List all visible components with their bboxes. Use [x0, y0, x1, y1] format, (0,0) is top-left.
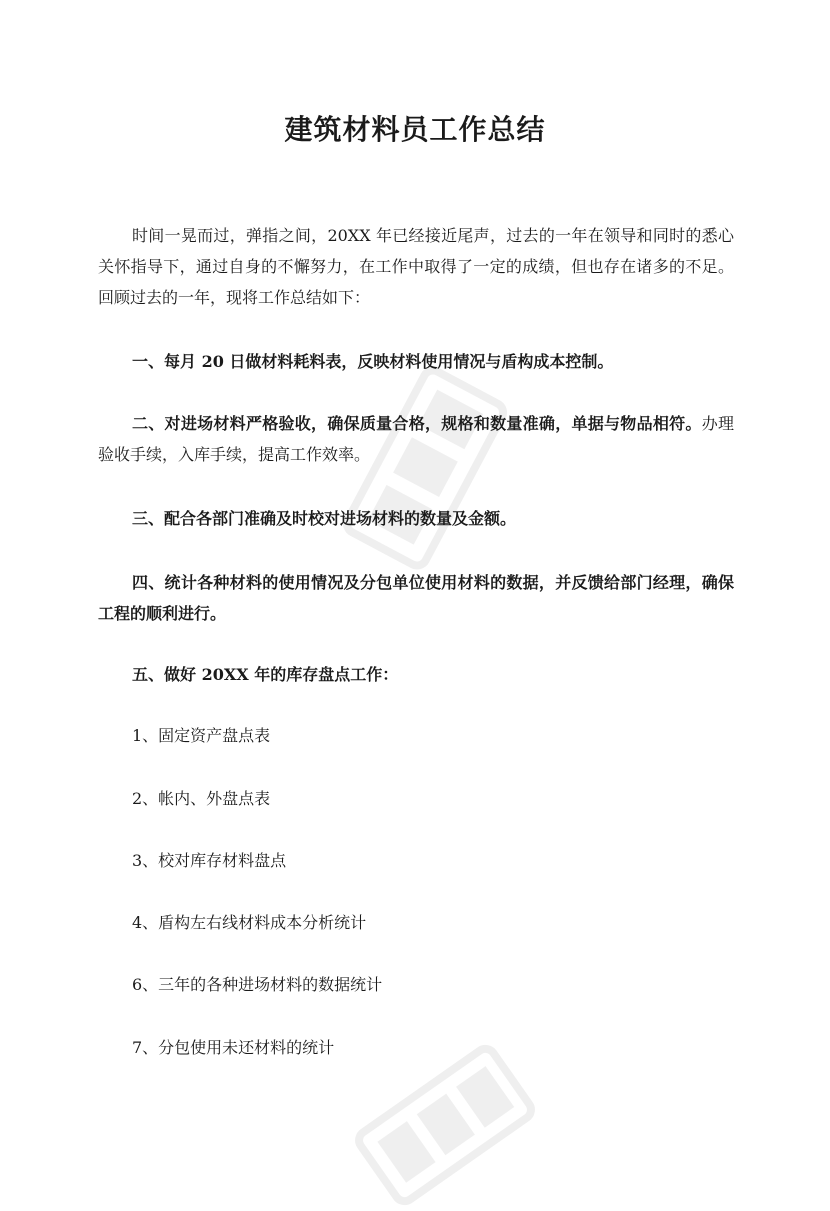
document-title: 建筑材料员工作总结 [284, 113, 546, 146]
inventory-list-item: 1、固定资产盘点表 [132, 726, 271, 745]
intro-paragraph: 时间一晃而过，弹指之间，20XX 年已经接近尾声，过去的一年在领导和同时的悉心关怀指导下，通过自身的不懈努力，在工作中取得了一定的成绩，但也存在诸多的不足。回顾过去的一年，现将工作总结如下： [98, 226, 734, 307]
inventory-list-item: 4、盾构左右线材料成本分析统计 [132, 913, 367, 932]
summary-item-3: 三、配合各部门准确及时校对进场材料的数量及金额。 [132, 509, 517, 528]
summary-item-1: 一、每月 20 日做材料耗料表，反映材料使用情况与盾构成本控制。 [132, 352, 614, 371]
watermark-logo-icon [350, 1039, 541, 1210]
summary-item-4: 四、统计各种材料的使用情况及分包单位使用材料的数据，并反馈给部门经理，确保工程的顺利进行。 [98, 573, 734, 623]
summary-item-2-detail: 办理验收手续，入库手续，提高工作效率。 [98, 414, 734, 464]
inventory-list-item: 3、校对库存材料盘点 [132, 851, 287, 870]
inventory-list-item: 6、三年的各种进场材料的数据统计 [132, 975, 383, 994]
summary-item-5: 五、做好 20XX 年的库存盘点工作： [132, 665, 399, 684]
inventory-list-item: 7、分包使用未还材料的统计 [132, 1038, 335, 1057]
inventory-list-item: 2、帐内、外盘点表 [132, 789, 271, 808]
summary-item-2 [98, 408, 734, 470]
summary-item-2-heading: 二、对进场材料严格验收，确保质量合格，规格和数量准确，单据与物品相符。 [132, 414, 702, 433]
